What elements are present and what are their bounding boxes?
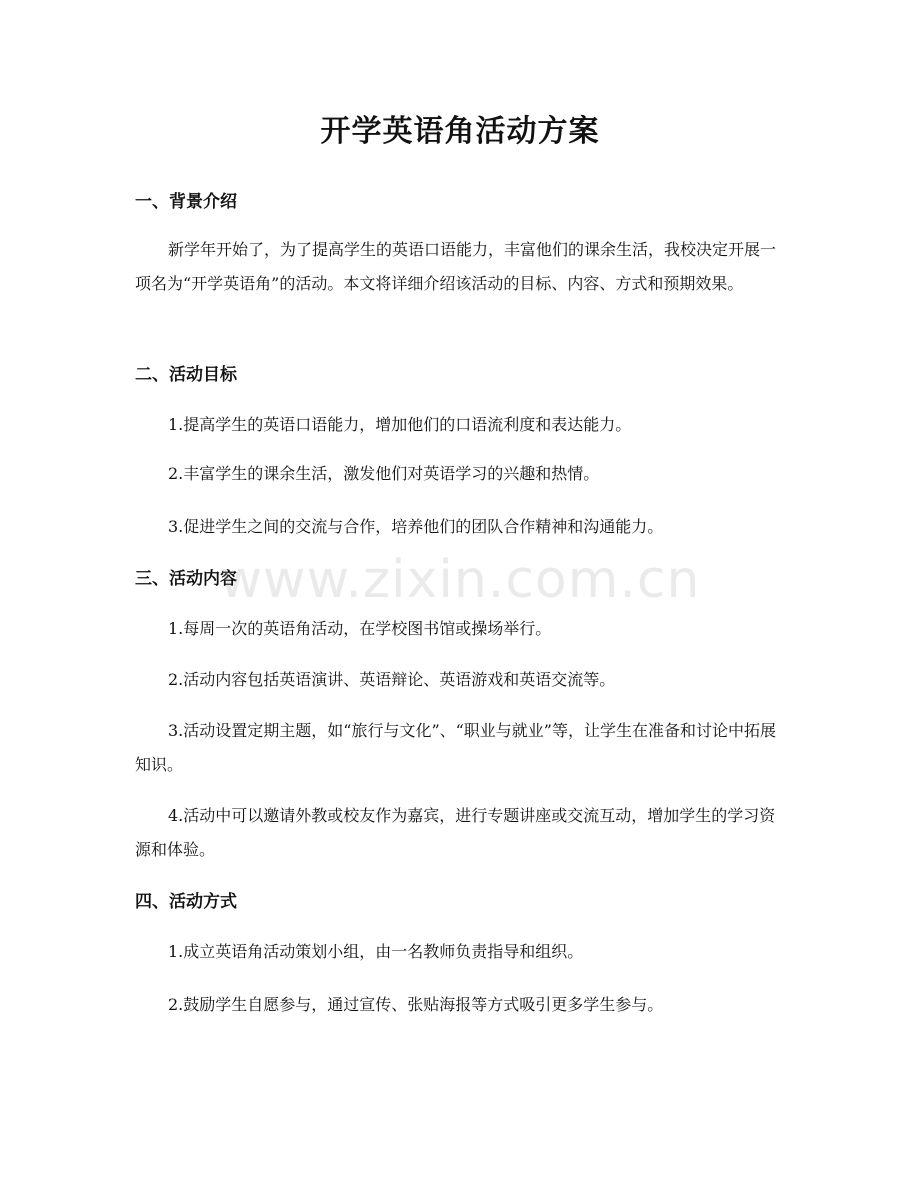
section-heading-background: 一、背景介绍: [135, 192, 237, 212]
paragraph-background: 新学年开始了，为了提高学生的英语口语能力，丰富他们的课余生活，我校决定开展一项名为“开学英语角”的活动。本文将详细介绍该活动的目标、内容、方式和预期效果。: [135, 240, 777, 293]
paragraph-content-2: 2.活动内容包括英语演讲、英语辩论、英语游戏和英语交流等。: [168, 670, 616, 689]
paragraph-method-2: 2.鼓励学生自愿参与，通过宣传、张贴海报等方式吸引更多学生参与。: [168, 995, 664, 1014]
paragraph-content-1: 1.每周一次的英语角活动，在学校图书馆或操场举行。: [168, 619, 552, 638]
paragraph-goal-1: 1.提高学生的英语口语能力，增加他们的口语流利度和表达能力。: [168, 415, 632, 434]
watermark-text: www.zixin.com.cn: [219, 550, 701, 610]
section-heading-content: 三、活动内容: [135, 569, 237, 589]
section-heading-goals: 二、活动目标: [135, 365, 237, 385]
paragraph-method-1: 1.成立英语角活动策划小组，由一名教师负责指导和组织。: [168, 942, 584, 961]
paragraph-content-3: 3.活动设置定期主题，如“旅行与文化”、“职业与就业”等，让学生在准备和讨论中拓展知识。: [135, 721, 776, 774]
paragraph-content-4: 4.活动中可以邀请外教或校友作为嘉宾，进行专题讲座或交流互动，增加学生的学习资源和体验。: [135, 806, 776, 859]
document-title: 开学英语角活动方案: [320, 114, 600, 149]
section-heading-methods: 四、活动方式: [135, 892, 237, 912]
paragraph-goal-2: 2.丰富学生的课余生活，激发他们对英语学习的兴趣和热情。: [168, 464, 600, 483]
paragraph-goal-3: 3.促进学生之间的交流与合作，培养他们的团队合作精神和沟通能力。: [168, 517, 664, 536]
